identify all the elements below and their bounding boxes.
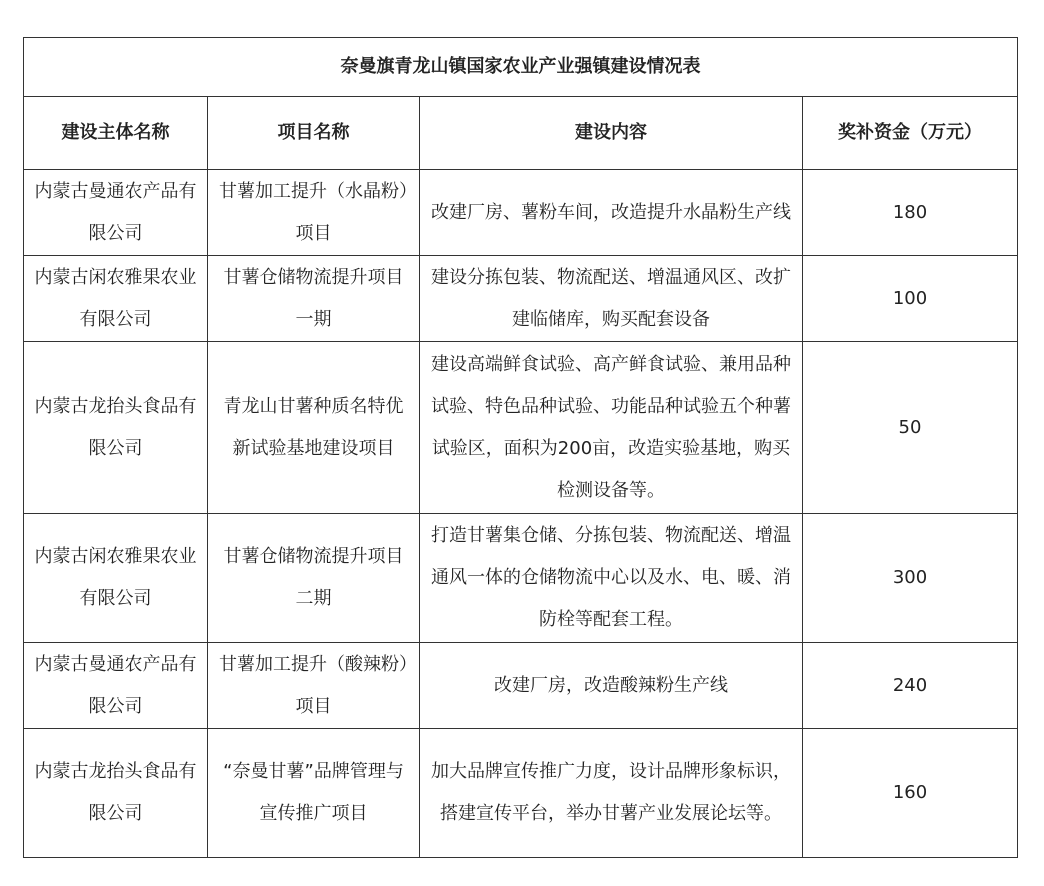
table-header-row bbox=[24, 97, 1018, 170]
header-funding: 奖补资金（万元） bbox=[803, 97, 1018, 170]
cell-entity: 内蒙古龙抬头食品有限公司 bbox=[24, 342, 208, 514]
cell-entity: 内蒙古闲农雅果农业有限公司 bbox=[24, 514, 208, 643]
construction-table bbox=[23, 37, 1018, 858]
cell-funding: 180 bbox=[803, 170, 1018, 256]
cell-project: “奈曼甘薯”品牌管理与宣传推广项目 bbox=[208, 729, 420, 858]
cell-project: 甘薯加工提升（水晶粉）项目 bbox=[208, 170, 420, 256]
cell-project: 甘薯仓储物流提升项目一期 bbox=[208, 256, 420, 342]
cell-content: 加大品牌宣传推广力度，设计品牌形象标识，搭建宣传平台，举办甘薯产业发展论坛等。 bbox=[420, 729, 803, 858]
table-title-row bbox=[24, 38, 1018, 97]
cell-content: 改建厂房、薯粉车间，改造提升水晶粉生产线 bbox=[420, 170, 803, 256]
header-project: 项目名称 bbox=[208, 97, 420, 170]
cell-content: 建设分拣包装、物流配送、增温通风区、改扩建临储库，购买配套设备 bbox=[420, 256, 803, 342]
header-entity: 建设主体名称 bbox=[24, 97, 208, 170]
cell-entity: 内蒙古龙抬头食品有限公司 bbox=[24, 729, 208, 858]
cell-funding: 240 bbox=[803, 643, 1018, 729]
cell-entity: 内蒙古闲农雅果农业有限公司 bbox=[24, 256, 208, 342]
cell-project: 甘薯加工提升（酸辣粉）项目 bbox=[208, 643, 420, 729]
header-content: 建设内容 bbox=[420, 97, 803, 170]
table-row bbox=[24, 729, 1018, 858]
cell-funding: 50 bbox=[803, 342, 1018, 514]
table-title: 奈曼旗青龙山镇国家农业产业强镇建设情况表 bbox=[24, 38, 1018, 97]
cell-content: 建设高端鲜食试验、高产鲜食试验、兼用品种试验、特色品种试验、功能品种试验五个种薯试验区，面积为200亩，改造实验基地，购买检测设备等。 bbox=[420, 342, 803, 514]
cell-content: 打造甘薯集仓储、分拣包装、物流配送、增温通风一体的仓储物流中心以及水、电、暖、消防栓等配套工程。 bbox=[420, 514, 803, 643]
construction-table-container bbox=[23, 37, 1017, 858]
cell-project: 青龙山甘薯种质名特优新试验基地建设项目 bbox=[208, 342, 420, 514]
cell-funding: 160 bbox=[803, 729, 1018, 858]
cell-content: 改建厂房，改造酸辣粉生产线 bbox=[420, 643, 803, 729]
cell-funding: 300 bbox=[803, 514, 1018, 643]
cell-project: 甘薯仓储物流提升项目二期 bbox=[208, 514, 420, 643]
table-row bbox=[24, 643, 1018, 729]
cell-entity: 内蒙古曼通农产品有限公司 bbox=[24, 643, 208, 729]
table-row bbox=[24, 170, 1018, 256]
cell-entity: 内蒙古曼通农产品有限公司 bbox=[24, 170, 208, 256]
table-row bbox=[24, 514, 1018, 643]
table-row bbox=[24, 342, 1018, 514]
table-row bbox=[24, 256, 1018, 342]
cell-funding: 100 bbox=[803, 256, 1018, 342]
